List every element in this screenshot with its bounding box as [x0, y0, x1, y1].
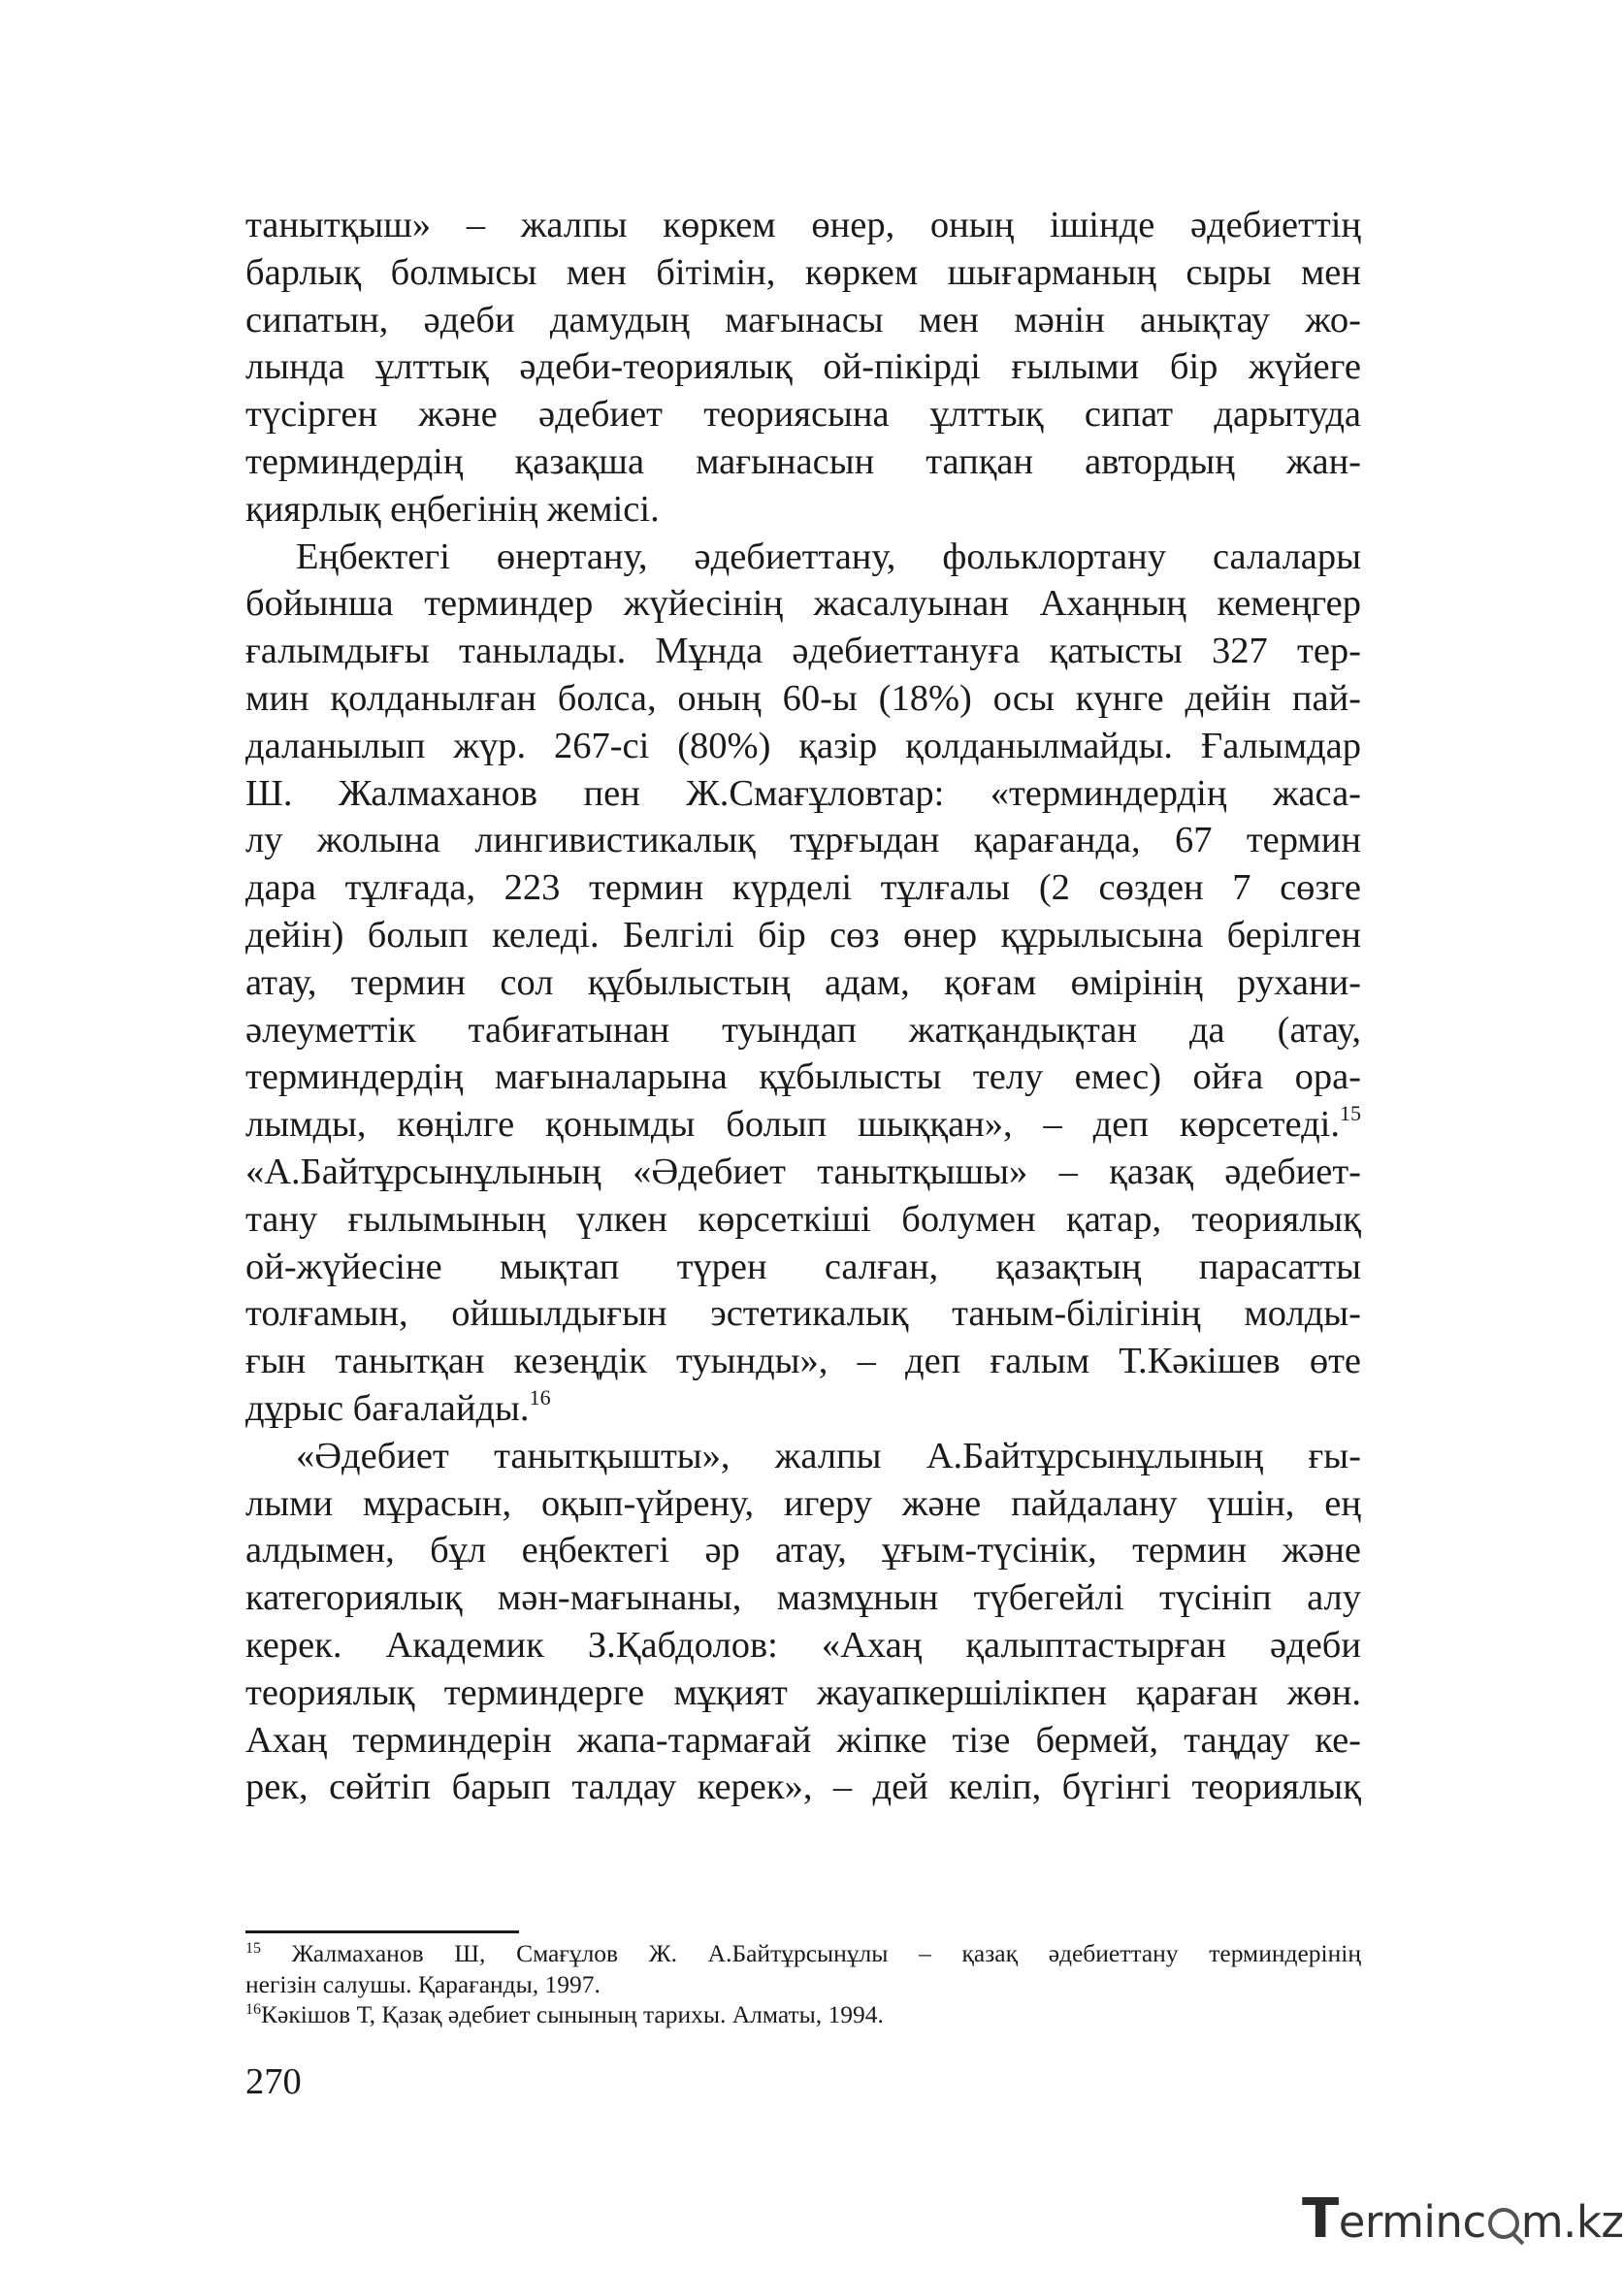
main-text	[245, 202, 1361, 1811]
text-line: лу жолына лингивистикалық тұрғыдан қарағанда, 67 термин	[245, 820, 1361, 861]
text-line: дейін) болып келеді. Белгілі бір сөз өнер құрылысына берілген	[245, 914, 1361, 956]
text-line: лында ұлттық әдеби-теориялық ой-пікірді ғылыми бір жүйеге	[245, 346, 1361, 388]
footnote-ref-16: 16	[529, 1384, 551, 1410]
watermark-domain: m.kz	[1520, 2196, 1624, 2248]
text-line: сипатын, әдеби дамудың мағынасы мен мәнін анықтау жо-	[245, 299, 1361, 340]
text-line-with-footnote	[245, 1385, 1361, 1433]
text-line: ғын танытқан кезеңдік туынды», – деп ғалым Т.Кәкішев өте	[245, 1341, 1361, 1382]
footnote-16	[245, 1999, 1361, 2030]
footnote-15-text: Жалмаханов Ш, Смағұлов Ж. А.Байтұрсынұлы – қазақ әдебиеттану терминдерінің	[261, 1939, 1361, 1967]
text-line: Ш. Жалмаханов пен Ж.Смағұловтар: «терминдердің жаса-	[245, 772, 1361, 814]
text-line: даланылып жүр. 267-сі (80%) қазір қолданылмайды. Ғалымдар	[245, 725, 1361, 766]
watermark-initial: T	[1302, 2188, 1339, 2251]
text-line: барлық болмысы мен бітімін, көркем шығарманың сыры мен	[245, 251, 1361, 293]
text-line: бойынша терминдер жүйесінің жасалуынан Ахаңның кемеңгер	[245, 583, 1361, 625]
page-number: 270	[245, 2061, 302, 2102]
text-line: теориялық терминдерге мұқият жауапкершілікпен қараған жөн.	[245, 1671, 1361, 1713]
footnote-ref-15: 15	[1340, 1101, 1361, 1126]
magnifier-icon	[1488, 2208, 1519, 2239]
footnote-15-number: 15	[245, 1940, 261, 1957]
text-line: атау, термин сол құбылыстың адам, қоғам өмірінің рухани-	[245, 961, 1361, 1003]
footnote-divider	[245, 1930, 519, 1933]
footnote-16-number: 16	[245, 2001, 261, 2018]
text-line: қиярлық еңбегінің жемісі.	[245, 488, 660, 530]
footnote-15-line-1	[245, 1938, 1361, 1969]
text-line: «Әдебиет танытқышты», жалпы А.Байтұрсынұлының ғы-	[296, 1435, 1361, 1476]
text-line: әлеуметтік табиғатынан туындап жатқандықтан да (атау,	[245, 1009, 1361, 1051]
text-line: категориялық мән-мағынаны, мазмұнын түбегейлі түсініп алу	[245, 1577, 1361, 1619]
text-line: ой-жүйесіне мықтап түрен салған, қазақтың парасатты	[245, 1246, 1361, 1287]
watermark-text: erminc	[1338, 2196, 1486, 2248]
text-line: Ахаң терминдерін жапа-тармағай жіпке тізе бермей, таңдау ке-	[245, 1719, 1361, 1761]
text-line: толғамын, ойшылдығын эстетикалық таным-білігінің молды-	[245, 1293, 1361, 1335]
text-line: ғалымдығы танылады. Мұнда әдебиеттануға қатысты 327 тер-	[245, 631, 1361, 672]
text-line: лыми мұрасын, оқып-үйрену, игеру және пайдалану үшін, ең	[245, 1482, 1361, 1524]
text-line: керек. Академик З.Қабдолов: «Ахаң қалыптастырған әдеби	[245, 1624, 1361, 1666]
site-watermark	[1302, 2190, 1624, 2249]
text-line: терминдердің мағыналарына құбылысты телу емес) ойға ора-	[245, 1056, 1361, 1098]
text-line: Еңбектегі өнертану, әдебиеттану, фольклортану салалары	[296, 535, 1361, 577]
text-line-with-footnote	[245, 1101, 1361, 1149]
text-line: түсірген және әдебиет теориясына ұлттық сипат дарытуда	[245, 394, 1361, 436]
text-line: терминдердің қазақша мағынасын тапқан автордың жан-	[245, 440, 1361, 482]
text-line-content: дұрыс бағалайды.	[245, 1387, 530, 1429]
text-line-content: лымды, көңілге қонымды болып шыққан», – деп көрсетеді.	[245, 1104, 1340, 1146]
footnotes	[245, 1938, 1361, 2030]
text-line: «А.Байтұрсынұлының «Әдебиет танытқышы» – қазақ әдебиет-	[245, 1151, 1361, 1192]
text-line: танытқыш» – жалпы көркем өнер, оның ішінде әдебиеттің	[245, 205, 1361, 245]
text-line: алдымен, бұл еңбектегі әр атау, ұғым-түсінік, термин және	[245, 1530, 1361, 1572]
text-line: тану ғылымының үлкен көрсеткіші болумен қатар, теориялық	[245, 1198, 1361, 1240]
footnote-15-line-2: негізін салушы. Қарағанды, 1997.	[245, 1969, 601, 1998]
text-line: рек, сөйтіп барып талдау керек», – дей келіп, бүгінгі теориялық	[245, 1767, 1361, 1808]
text-line: мин қолданылған болса, оның 60-ы (18%) осы күнге дейін пай-	[245, 677, 1361, 719]
footnote-16-text: Кәкішов Т, Қазақ әдебиет сынының тарихы. Алматы, 1994.	[261, 2000, 884, 2028]
text-line: дара тұлғада, 223 термин күрделі тұлғалы (2 сөзден 7 сөзге	[245, 867, 1361, 909]
